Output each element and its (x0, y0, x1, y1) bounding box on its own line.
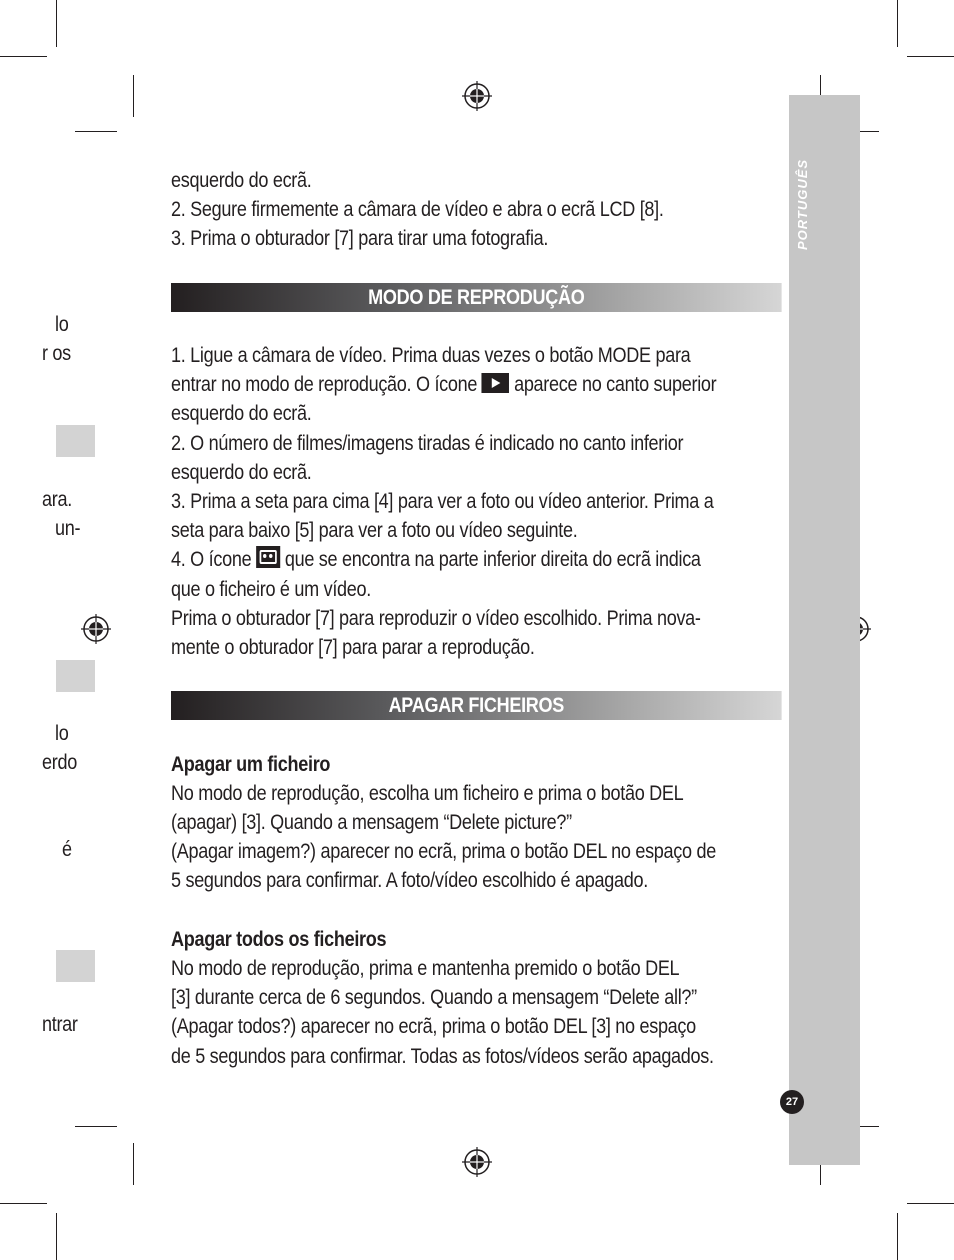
crop-mark (907, 1203, 954, 1204)
section-header-delete (171, 691, 782, 720)
text-line: (apagar) [3]. Quando a mensagem “Delete picture?” (171, 811, 572, 834)
language-label: PORTUGUÊS (795, 158, 810, 250)
left-fragment: é (62, 838, 72, 861)
text-line: seta para baixo [5] para ver a foto ou vídeo seguinte. (171, 519, 578, 543)
text-line: 3. Prima a seta para cima [4] para ver a foto ou vídeo anterior. Prima a (171, 490, 714, 513)
text-line: esquerdo do ecrã. (171, 402, 312, 426)
text-line: No modo de reprodução, prima e mantenha premido o botão DEL (171, 957, 680, 980)
text-line: 4. O ícone que se encontra na parte inferior direita do ecrã indica (171, 548, 701, 572)
crop-mark (133, 1143, 134, 1185)
text-line: 3. Prima o obturador [7] para tirar uma fotografia. (171, 227, 549, 251)
registration-mark-icon (462, 1147, 492, 1177)
crop-mark (56, 0, 57, 47)
left-grey-box (56, 425, 95, 457)
manual-text-column (171, 166, 790, 1071)
text-line: [3] durante cerca de 6 segundos. Quando a mensagem “Delete all?” (171, 986, 697, 1010)
left-fragment: un- (55, 517, 81, 540)
crop-mark (133, 75, 134, 117)
left-fragment: erdo (42, 751, 77, 774)
text-line: que o ficheiro é um vídeo. (171, 577, 371, 601)
text-line: 2. O número de filmes/imagens tiradas é indicado no canto inferior (171, 431, 684, 455)
crop-mark (0, 1203, 47, 1204)
text-line: 2. Segure firmemente a câmara de vídeo e abra o ecrã LCD [8]. (171, 198, 664, 222)
text-line: mente o obturador [7] para parar a reprodução. (171, 636, 535, 660)
left-grey-box (56, 950, 95, 982)
crop-mark (75, 131, 117, 132)
section-title: APAGAR FICHEIROS (388, 694, 565, 718)
left-fragment: lo (55, 722, 69, 745)
video-file-icon (256, 546, 280, 568)
text-line: No modo de reprodução, escolha um ficheiro e prima o botão DEL (171, 781, 684, 805)
crop-mark (897, 0, 898, 47)
left-grey-box (56, 660, 95, 692)
registration-mark-icon (462, 81, 492, 111)
left-fragment: ntrar (42, 1013, 78, 1036)
left-fragment: ara. (42, 488, 72, 511)
text-line: entrar no modo de reprodução. O ícone aparece no canto superior (171, 373, 717, 397)
crop-mark (75, 1126, 117, 1127)
section-header-playback (171, 283, 782, 312)
crop-mark (897, 1213, 898, 1260)
text-line: (Apagar imagem?) aparecer no ecrã, prima o botão DEL no espaço de (171, 840, 716, 864)
left-fragment: lo (55, 313, 69, 336)
text-line: (Apagar todos?) aparecer no ecrã, prima o botão DEL [3] no espaço (171, 1015, 696, 1039)
text-line: 1. Ligue a câmara de vídeo. Prima duas vezes o botão MODE para (171, 343, 691, 367)
crop-mark (56, 1213, 57, 1260)
crop-mark (0, 56, 47, 57)
language-sidebar (789, 95, 860, 1165)
text-line: esquerdo do ecrã. (171, 460, 312, 484)
play-mode-icon (482, 373, 510, 393)
text-line: de 5 segundos para confirmar. Todas as fotos/vídeos serão apagados. (171, 1044, 714, 1068)
subheading: Apagar um ficheiro (171, 752, 331, 776)
left-fragment: r os (42, 342, 71, 365)
text-line: Prima o obturador [7] para reproduzir o vídeo escolhido. Prima nova- (171, 606, 701, 630)
registration-mark-icon (81, 614, 111, 644)
text-line: esquerdo do ecrã. (171, 169, 312, 192)
crop-mark (907, 56, 954, 57)
page-number: 27 (780, 1090, 804, 1114)
section-title: MODO DE REPRODUÇÃO (368, 285, 585, 309)
subheading: Apagar todos os ficheiros (171, 927, 387, 951)
text-line: 5 segundos para confirmar. A foto/vídeo escolhido é apagado. (171, 869, 648, 893)
